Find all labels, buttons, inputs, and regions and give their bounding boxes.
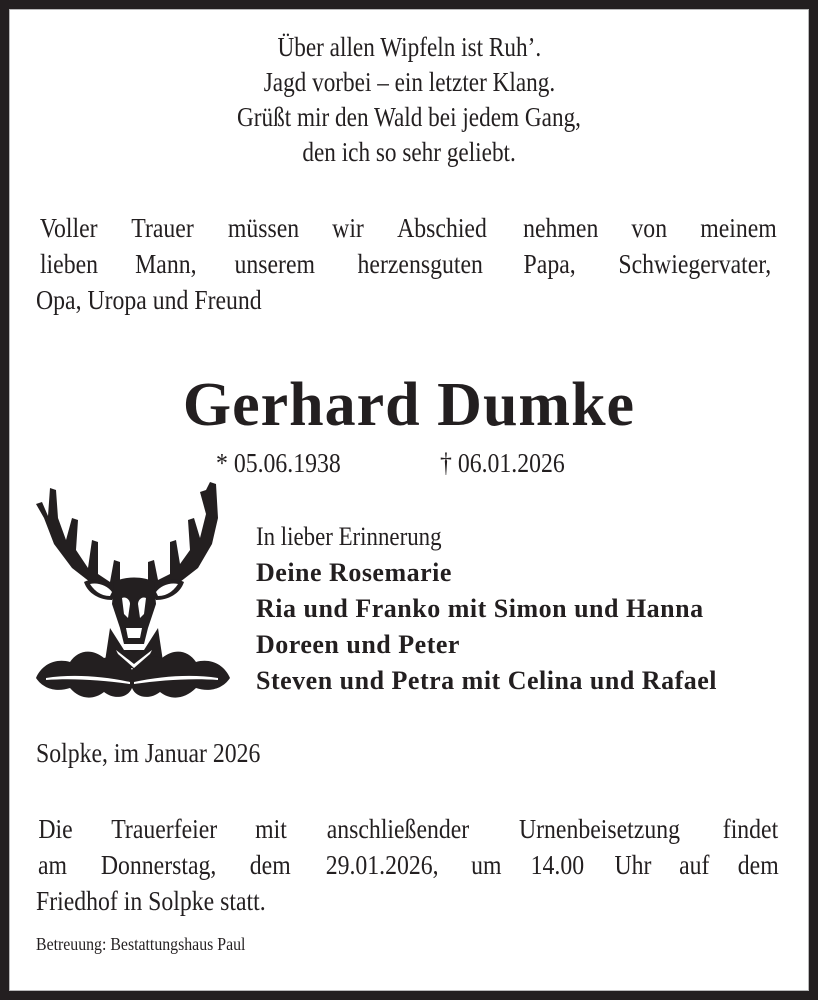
mourners-heading-text: In lieber Erinnerung <box>256 522 442 551</box>
poem-line <box>0 65 818 100</box>
mourner-line: Deine Rosemarie <box>256 558 452 587</box>
word: um <box>471 850 502 880</box>
poem-line-3: Grüßt mir den Wald bei jedem Gang, <box>236 102 581 132</box>
poem-line-4: den ich so sehr geliebt. <box>302 137 516 167</box>
word: meinem <box>700 213 777 243</box>
mourner-line: Doreen und Peter <box>256 630 460 659</box>
word: wir <box>331 213 364 243</box>
word: dem <box>250 850 292 880</box>
word: Abschied <box>397 213 487 243</box>
ceremony-line-3-text: Friedhof in Solpke statt. <box>36 886 266 916</box>
deceased-name: Gerhard Dumke <box>182 371 636 439</box>
intro-line-3 <box>36 285 782 316</box>
mourner-line: Ria und Franko mit Simon und Hanna <box>256 594 704 623</box>
word: findet <box>722 814 779 844</box>
word: 29.01.2026, <box>325 850 439 880</box>
deer-head-with-oak-leaves-icon <box>32 478 232 706</box>
place-date <box>36 738 782 769</box>
word: herzensguten <box>357 249 484 279</box>
word: dem <box>738 850 780 880</box>
poem-line <box>0 100 818 135</box>
word: anschließender <box>326 814 470 844</box>
ceremony-line-2 <box>36 850 782 881</box>
word: auf <box>679 850 710 880</box>
intro-line-1 <box>36 213 782 244</box>
word: Die <box>38 814 73 844</box>
funeral-home-credit-text: Betreuung: Bestattungshaus Paul <box>36 934 246 954</box>
birth-date-text: * 05.06.1938 <box>216 448 341 478</box>
poem-line <box>0 30 818 65</box>
word: mit <box>254 814 287 844</box>
death-date <box>440 448 582 479</box>
intro-line-3-text: Opa, Uropa und Freund <box>36 285 262 315</box>
word: Uhr <box>614 850 652 880</box>
poem-line-2: Jagd vorbei – ein letzter Klang. <box>263 67 555 97</box>
word: Schwiegervater, <box>618 249 772 279</box>
word: Voller <box>39 213 98 243</box>
ceremony-line-3 <box>36 886 782 917</box>
word: Mann, <box>134 249 197 279</box>
word: unserem <box>234 249 316 279</box>
birth-date <box>216 448 358 479</box>
word: Donnerstag, <box>100 850 216 880</box>
poem-line-1: Über allen Wipfeln ist Ruh’. <box>277 32 541 62</box>
word: Urnenbeisetzung <box>518 814 680 844</box>
word: Papa, <box>524 249 577 279</box>
death-date-text: † 06.01.2026 <box>440 448 565 478</box>
funeral-home-credit <box>36 934 274 955</box>
word: Trauerfeier <box>110 814 217 844</box>
mourners-heading <box>256 522 467 552</box>
word: 14.00 <box>531 850 585 880</box>
mourner-line: Steven und Petra mit Celina und Rafael <box>256 666 717 695</box>
word: Trauer <box>131 213 194 243</box>
word: am <box>37 850 68 880</box>
word: müssen <box>228 213 300 243</box>
place-date-text: Solpke, im Januar 2026 <box>36 738 261 768</box>
poem-line <box>0 135 818 170</box>
word: nehmen <box>523 213 599 243</box>
intro-line-2 <box>36 249 782 280</box>
word: von <box>631 213 668 243</box>
ceremony-line-1 <box>36 814 782 845</box>
word: lieben <box>39 249 99 279</box>
